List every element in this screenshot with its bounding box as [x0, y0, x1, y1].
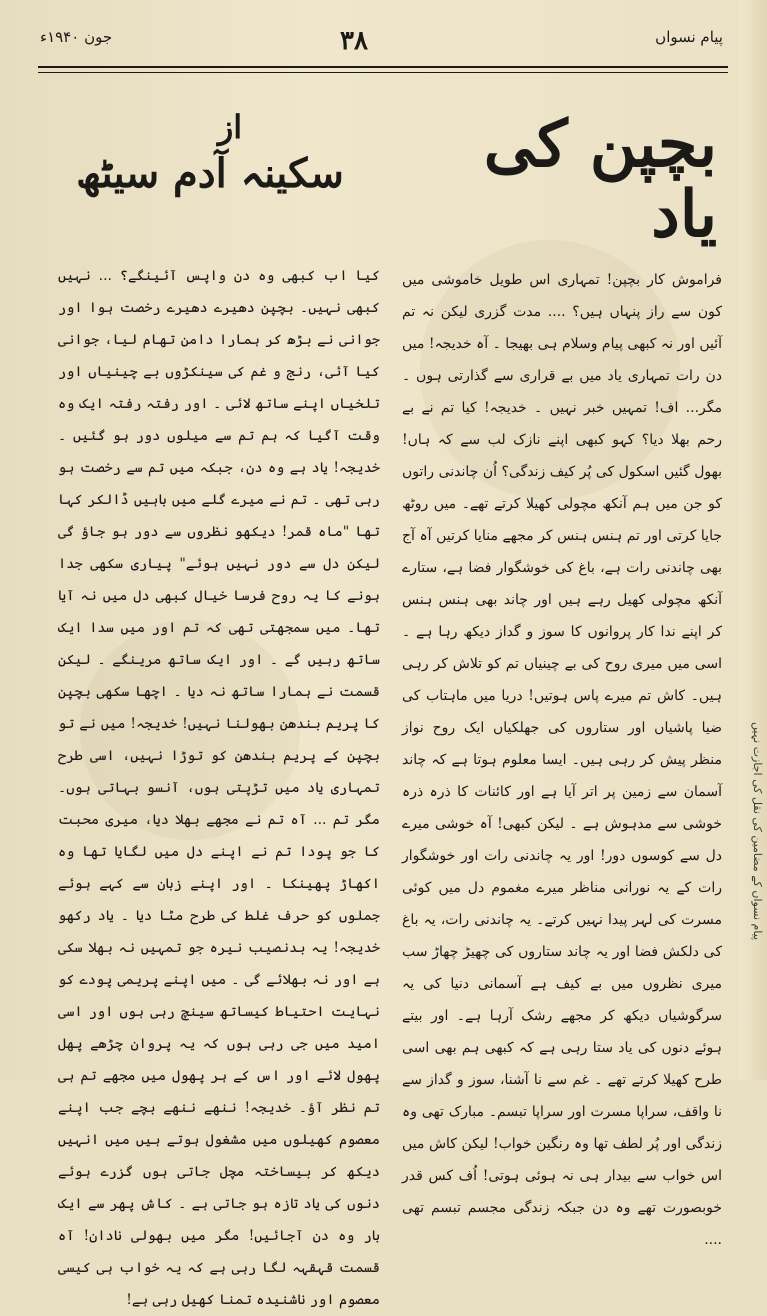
header-rule-thin [38, 72, 728, 73]
text-column-left [58, 260, 380, 1308]
byline-prefix: از [217, 108, 243, 146]
page-number: ۳۸ [340, 26, 368, 56]
page-binding [739, 0, 767, 1080]
text-column-right [402, 264, 722, 1248]
column-right-text: فراموش کار بچپن! تمہاری اس طویل خاموشی میں کون سے راز پنہاں ہیں؟ .... مدت گزری لیکن نہ تم آئیں اور نہ کبھی پیام وسلام ہی بھیجا ۔ آہ خدیجہ! میں دن رات تمہاری یاد میں بے قراری سے گذارتی ہوں ۔ مگر... اف! تمہیں خبر نہیں ۔ خدیجہ! کیا تم نے بے رحم بھلا دیا؟ کہو کبھی اپنے نازک لب سے کہ ہاں! بھول گئیں اسکول کی پُر کیف زندگی؟ اُن چاندنی راتوں کو جن میں ہم آنکھ مچولی کھیلا کرتے تھے۔ میں روٹھ جایا کرتی اور تم ہنس ہنس کر مجھے منایا کرتیں آہ آج بھی چاندنی رات ہے، باغ کی خوشگوار فضا ہے، ستارے آنکھ مچولی کھیل رہے ہیں اور چاند بھی ہنس ہنس کر اپنے ندا کار پروانوں کا سوز و گداز دیکھ رہا ہے ۔ اسی میں میری روح کی بے چینیاں تم کو تلاش کر رہی ہیں۔ کاش تم میرے پاس ہوتیں! دریا میں ماہتاب کی ضیا پاشیاں اور ستاروں کی جھلکیاں ایک روح نواز منظر پیش کر رہی ہیں۔ ایسا معلوم ہوتا ہے کہ چاند آسمان سے زمین پر اتر آیا ہے اور کائنات کا ذرہ ذرہ خوشی سے مدہوش ہے ۔ لیکن کبھی! آہ خوشی میرے دل سے کوسوں دور! اور یہ چاندنی رات اور خوشگوار رات کے یہ نورانی مناظر میرے مغموم دل میں کوئی مسرت کی لہر پیدا نہیں کرتے۔ یہ چاندنی رات، یہ باغ کی دلکش فضا اور یہ چاند ستاروں کی چھیڑ چھاڑ سب میری نظروں میں بے کیف ہے آسمانی دنیا کی یہ سرگوشیاں دیکھ کر مجھے رشک آرہا ہے۔ اور بیتے ہوئے دنوں کی یاد ستا رہی ہے کہ کبھی ہم بھی اسی طرح کھیلا کرتے تھے ۔ غم سے نا آشنا، سوز و گداز سے نا واقف، سراپا مسرت اور سراپا تبسم۔ مبارک تھی وہ زندگی اور پُر لطف تھا وہ رنگین خواب! لیکن کاش میں اس خواب سے بیدار ہی نہ ہوئی ہوتی! اُف کس قدر خوبصورت تھے وہ دن جبکہ زندگی مجسم تبسم تھی .... [402, 272, 722, 1248]
issue-date: جون ۱۹۴۰ء [40, 28, 113, 46]
header-rule [38, 66, 728, 68]
margin-note: پیام نسواں کے مضامین کی نقل کی اجازت نہیں [751, 721, 764, 940]
column-left-text: کیا اب کبھی وہ دن واپس آئینگے؟ ... نہیں کبھی نہیں۔ بچپن دھیرے دھیرے رخصت ہوا اور جوانی نے بڑھ کر ہمارا دامن تھام لیا، جوانی کیا آئی، رنج و غم کی سینکڑوں بے چینیاں اور تلخیاں اپنے ساتھ لائی ۔ اور رفتہ رفتہ ایک وہ وقت آگیا کہ ہم تم سے میلوں دور ہو گئیں ۔ خدیجہ! یاد ہے وہ دن، جبکہ میں تم سے رخصت ہو رہی تھی ۔ تم نے میرے گلے میں باہیں ڈالکر کہا تھا "ماہ قمر! دیکھو نظروں سے دور ہو جاؤ گی لیکن دل سے دور نہیں ہوئے" پیاری سکھی جدا ہونے کا یہ روح فرسا خیال کبھی دل میں نہ آیا تھا۔ میں سمجھتی تھی کہ تم اور میں سدا ایک ساتھ رہیں گے ۔ اور ایک ساتھ مرینگے ۔ لیکن قسمت نے ہمارا ساتھ نہ دیا ۔ اچھا سکھی بچپن کا پریم بندھن بھولنا نہیں! خدیجہ! میں نے تو بچپن کے پریم بندھن کو توڑا نہیں، اسی طرح تمہاری یاد میں تڑپتی ہوں، آنسو بہاتی ہوں۔ مگر تم ... آہ تم نے مجھے بھلا دیا، میری محبت کا جو پودا تم نے اپنے دل میں لگایا تھا وہ اکھاڑ پھینکا ۔ اور اپنے زبان سے کہے ہوئے جملوں کو حرف غلط کی طرح مٹا دیا ۔ یاد رکھو خدیجہ! یہ بدنصیب نیرہ جو تمہیں نہ بھلا سکی ہے اور نہ بھلائے گی ۔ میں اپنے پریمی پودے کو نہایت احتیاط کیساتھ سینچ رہی ہوں اور اسی امید میں جی رہی ہوں کہ یہ پروان چڑھے پھل پھول لائے اور اس کے ہر پھول میں مجھے تم ہی تم نظر آؤ۔ خدیجہ! ننھے ننھے بچے جب اپنے معصوم کھیلوں میں مشغول ہوتے ہیں میں انہیں دیکھ کر بیساختہ مچل جاتی ہوں گزرے ہوئے دنوں کی یاد تازہ ہو جاتی ہے ۔ کاش پھر سے ایک بار وہ دن آجائیں! مگر میں بھولی نادان! آہ قسمت قہقہہ لگا رہی ہے کہ یہ خواب ہی کیسی معصوم اور ناشنیدہ تمنا کھیل رہی ہے! [58, 268, 380, 1308]
magazine-name: پیام نسواں [655, 28, 723, 46]
article-title: بچپن کی یاد [483, 107, 717, 253]
author-name: سکینہ آدم سیٹھ [76, 150, 344, 197]
